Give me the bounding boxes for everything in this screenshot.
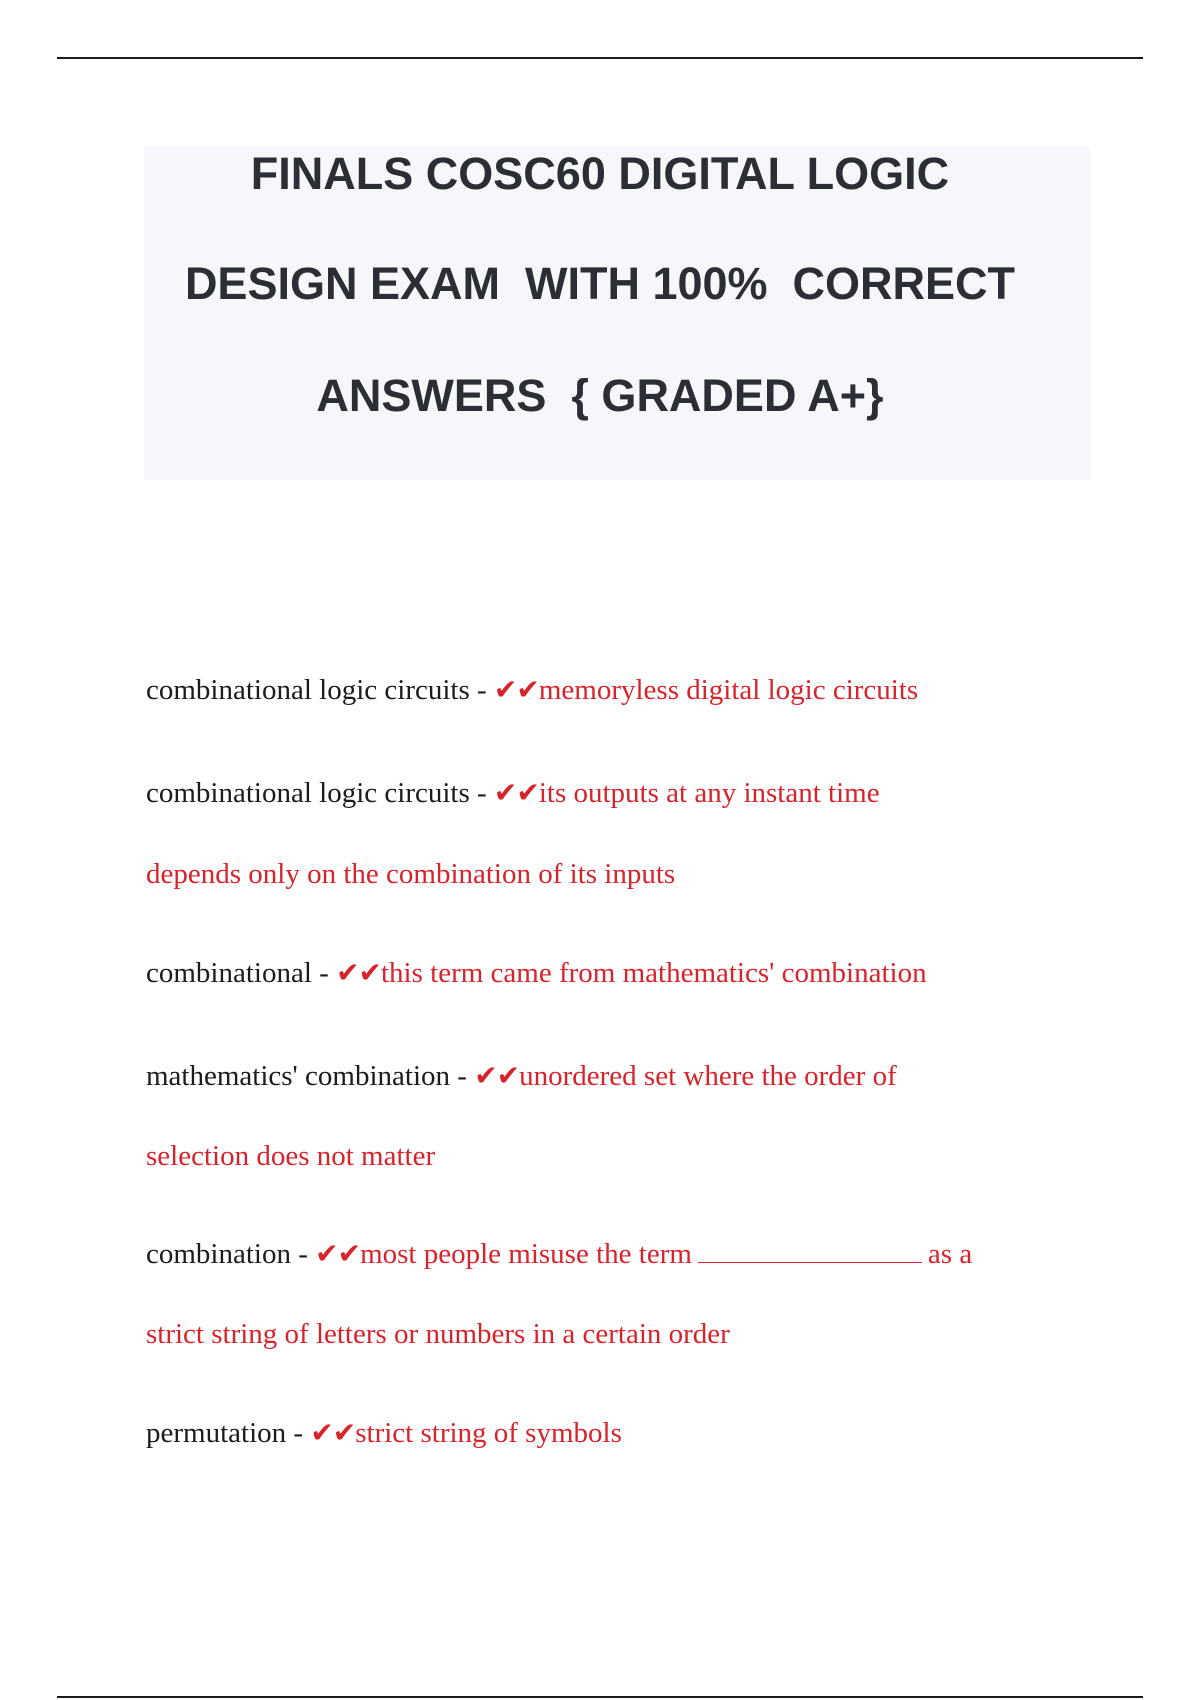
entry-separator: - [469, 674, 494, 706]
entry-6 [146, 1415, 622, 1451]
double-check-icon: ✔✔ [493, 776, 539, 809]
double-check-icon: ✔✔ [493, 673, 539, 706]
entry-4-continuation [146, 1138, 435, 1174]
entry-separator: - [450, 1060, 475, 1092]
entry-2 [146, 775, 880, 811]
entry-answer-continued: depends only on the combination of its inputs [146, 858, 676, 890]
entry-answer-continued: strict string of letters or numbers in a certain order [146, 1318, 730, 1350]
top-rule [57, 57, 1143, 59]
entry-2-continuation [146, 856, 675, 892]
entry-term: combinational logic circuits [146, 674, 470, 706]
entry-answer: unordered set where the order of [519, 1060, 897, 1092]
entry-4 [146, 1058, 897, 1094]
entry-term: permutation [146, 1417, 287, 1449]
entry-separator: - [469, 777, 494, 809]
entry-term: mathematics' combination [146, 1060, 451, 1092]
entry-3 [146, 955, 927, 991]
double-check-icon: ✔✔ [310, 1416, 356, 1449]
title-line-3: ANSWERS { GRADED A+} [316, 370, 884, 421]
entry-answer: strict string of symbols [355, 1417, 622, 1449]
entry-separator: - [290, 1238, 316, 1270]
entry-term: combinational [146, 957, 312, 989]
fill-in-blank [698, 1238, 922, 1263]
double-check-icon: ✔✔ [315, 1237, 361, 1270]
double-check-icon: ✔✔ [336, 956, 381, 989]
entry-term: combinational logic circuits [146, 777, 470, 809]
title-line-1: FINALS COSC60 DIGITAL LOGIC [250, 148, 950, 199]
entry-answer: its outputs at any instant time [538, 777, 880, 809]
title-line-2: DESIGN EXAM WITH 100% CORRECT [184, 258, 1016, 309]
entry-answer: memoryless digital logic circuits [538, 674, 919, 706]
entry-1 [146, 672, 918, 708]
entry-separator: - [286, 1417, 311, 1449]
entry-term: combination [146, 1238, 291, 1270]
entry-separator: - [311, 957, 337, 989]
entry-answer: most people misuse the term [360, 1238, 692, 1270]
entry-answer-continued: selection does not matter [146, 1140, 436, 1172]
entry-5 [146, 1236, 972, 1272]
entry-answer-after-blank: as a [927, 1238, 973, 1270]
double-check-icon: ✔✔ [474, 1059, 520, 1092]
bottom-rule [57, 1696, 1143, 1698]
entry-5-continuation [146, 1316, 730, 1352]
entry-answer: this term came from mathematics' combination [381, 957, 927, 989]
